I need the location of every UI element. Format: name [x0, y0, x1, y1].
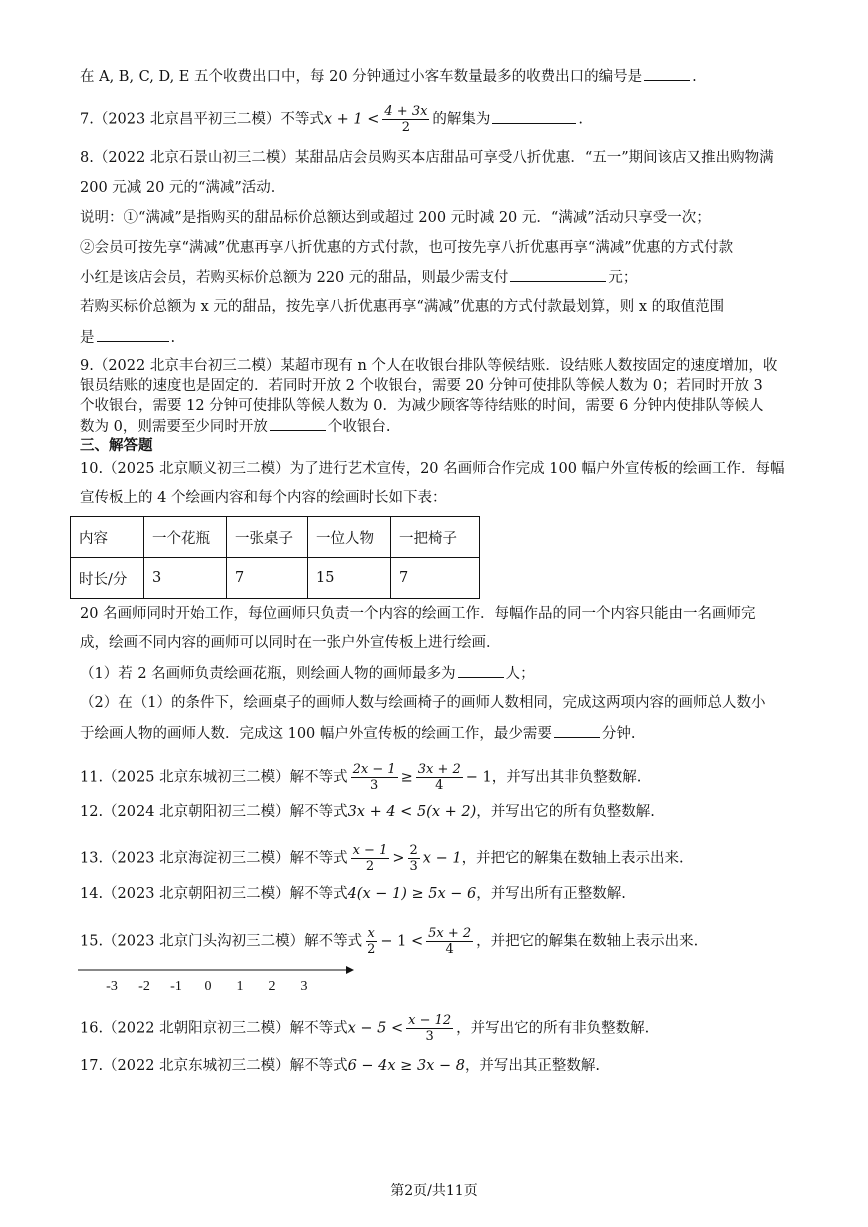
tick-label: 3 — [300, 979, 308, 994]
question-8-line7: 是 . — [80, 327, 808, 348]
question-10-part1: （1）若 2 名画师负责绘画花瓶，则绘画人物的画师最多为 人； — [80, 663, 808, 684]
question-8-line6: 若购买标价总额为 x 元的甜品，按先享八折优惠再享“满减”优惠的方式付款最划算，则 x 的取值范围 — [80, 299, 725, 315]
question-9-line2: 银员结账的速度也是固定的．若同时开放 2 个收银台，需要 20 分钟可使排队等候人数为 0；若同时开放 3 — [80, 378, 763, 394]
page-footer: 第2页/共11页 — [390, 1183, 478, 1199]
question-14: 14.（2023 北京朝阳初三二模）解不等式4(x − 1) ≥ 5x − 6，并写出所有正整数解. — [80, 886, 626, 902]
q6-tail: 在 A, B, C, D, E 五个收费出口中，每 20 分钟通过小客车数量最多的收费出口的编号是 . — [80, 66, 808, 87]
tick-label: -3 — [106, 979, 118, 994]
question-15: 15.（2023 北京门头沟初三二模）解不等式 $\frac{x}{2}$ − 1 < $\frac{5x + 2}{4}$ ，并把它的解集在数轴上表示出来. — [80, 926, 699, 957]
question-8-line4: ②会员可按先享“满减”优惠再享八折优惠的方式付款，也可按先享八折优惠再享“满减”优惠的方式付款 — [80, 240, 734, 256]
question-10-part2-line1: （2）在（1）的条件下，绘画桌子的画师人数与绘画椅子的画师人数相同，完成这两项内容的画师总人数小 — [80, 695, 766, 711]
question-10-part2-line2: 于绘画人物的画师人数．完成这 100 幅户外宣传板的绘画工作，最少需要 分钟. — [80, 723, 808, 744]
fraction: $\frac{x - 12}{3}$ — [408, 1013, 452, 1044]
arrow-right-icon — [346, 966, 354, 974]
number-line — [76, 960, 356, 1000]
table-cell: 3 — [144, 558, 227, 599]
answer-blank[interactable] — [270, 416, 326, 431]
answer-blank[interactable] — [97, 327, 169, 342]
number-line-ticks — [106, 979, 307, 994]
question-8-line2: 200 元减 20 元的“满减”活动． — [80, 180, 286, 196]
question-8-line1: 8.（2022 北京石景山初三二模）某甜品店会员购买本店甜品可享受八折优惠．“五一”期间该店又推出购物满 — [80, 150, 774, 166]
table-cell: 一位人物 — [308, 517, 391, 558]
question-9-line4: 数为 0，则需要至少同时开放 个收银台. — [80, 416, 808, 437]
fraction: $\frac{4 + 3x}{2}$ — [384, 104, 428, 135]
question-9-line1: 9.（2022 北京丰台初三二模）某超市现有 n 个人在收银台排队等候结账．设结账人数按固定的速度增加，收 — [80, 358, 778, 374]
answer-blank[interactable] — [492, 109, 576, 124]
table-cell: 7 — [391, 558, 480, 599]
tick-label: 2 — [268, 979, 276, 994]
fraction: $\frac{x}{2}$ — [367, 926, 376, 957]
fraction: $\frac{2}{3}$ — [409, 843, 418, 874]
question-7: 7.（2023 北京昌平初三二模）不等式x + 1 < $\frac{4 + 3x}{2}$ 的解集为 . — [80, 104, 584, 135]
question-12: 12.（2024 北京朝阳初三二模）解不等式3x + 4 < 5(x + 2)，并写出它的所有负整数解. — [80, 804, 655, 820]
question-13: 13.（2023 北京海淀初三二模）解不等式 $\frac{x - 1}{2}$ > $\frac{2}{3}$ x − 1，并把它的解集在数轴上表示出来. — [80, 843, 684, 874]
table-cell: 7 — [227, 558, 308, 599]
question-17: 17.（2022 北京东城初三二模）解不等式6 − 4x ≥ 3x − 8，并写出其正整数解. — [80, 1058, 601, 1074]
tick-label: 0 — [204, 979, 212, 994]
question-8-line3: 说明：①“满减”是指购买的甜品标价总额达到或超过 200 元时减 20 元．“满减”活动只享受一次； — [80, 210, 711, 226]
question-8-line5: 小红是该店会员，若购买标价总额为 220 元的甜品，则最少需支付 元； — [80, 267, 808, 288]
table-cell: 时长/分 — [71, 558, 144, 599]
table-cell: 一把椅子 — [391, 517, 480, 558]
question-10-line4: 成，绘画不同内容的画师可以同时在一张户外宣传板上进行绘画． — [80, 635, 501, 651]
table-cell: 15 — [308, 558, 391, 599]
section-heading: 三、解答题 — [80, 437, 153, 454]
fraction: $\frac{3x + 2}{4}$ — [417, 762, 461, 793]
table-cell: 一个花瓶 — [144, 517, 227, 558]
answer-blank[interactable] — [554, 723, 600, 738]
table-row — [71, 517, 480, 558]
question-11: 11.（2025 北京东城初三二模）解不等式 $\frac{2x - 1}{3}$ ≥ $\frac{3x + 2}{4}$ − 1，并写出其非负整数解. — [80, 762, 642, 793]
answer-blank[interactable] — [458, 663, 504, 678]
question-16: 16.（2022 北朝阳京初三二模）解不等式x − 5 < $\frac{x - 12}{3}$ ，并写出它的所有非负整数解. — [80, 1013, 650, 1044]
table-cell: 一张桌子 — [227, 517, 308, 558]
fraction: $\frac{2x - 1}{3}$ — [352, 762, 396, 793]
question-9-line3: 个收银台，需要 12 分钟可使排队等候人数为 0．为减少顾客等待结账的时间，需要 6 分钟内使排队等候人 — [80, 398, 764, 414]
question-10-line2: 宣传板上的 4 个绘画内容和每个内容的绘画时长如下表： — [80, 490, 447, 506]
table-cell: 内容 — [71, 517, 144, 558]
fraction: $\frac{x - 1}{2}$ — [352, 843, 388, 874]
table-row — [71, 558, 480, 599]
tick-label: -1 — [170, 979, 182, 994]
tick-label: 1 — [236, 979, 244, 994]
tick-label: -2 — [138, 979, 150, 994]
answer-blank[interactable] — [510, 267, 606, 282]
question-10-line1: 10.（2025 北京顺义初三二模）为了进行艺术宣传，20 名画师合作完成 100 幅户外宣传板的绘画工作．每幅 — [80, 461, 785, 477]
answer-blank[interactable] — [644, 66, 690, 81]
question-10-line3: 20 名画师同时开始工作，每位画师只负责一个内容的绘画工作．每幅作品的同一个内容只能由一名画师完 — [80, 606, 756, 622]
duration-table — [70, 516, 480, 599]
fraction: $\frac{5x + 2}{4}$ — [428, 926, 472, 957]
